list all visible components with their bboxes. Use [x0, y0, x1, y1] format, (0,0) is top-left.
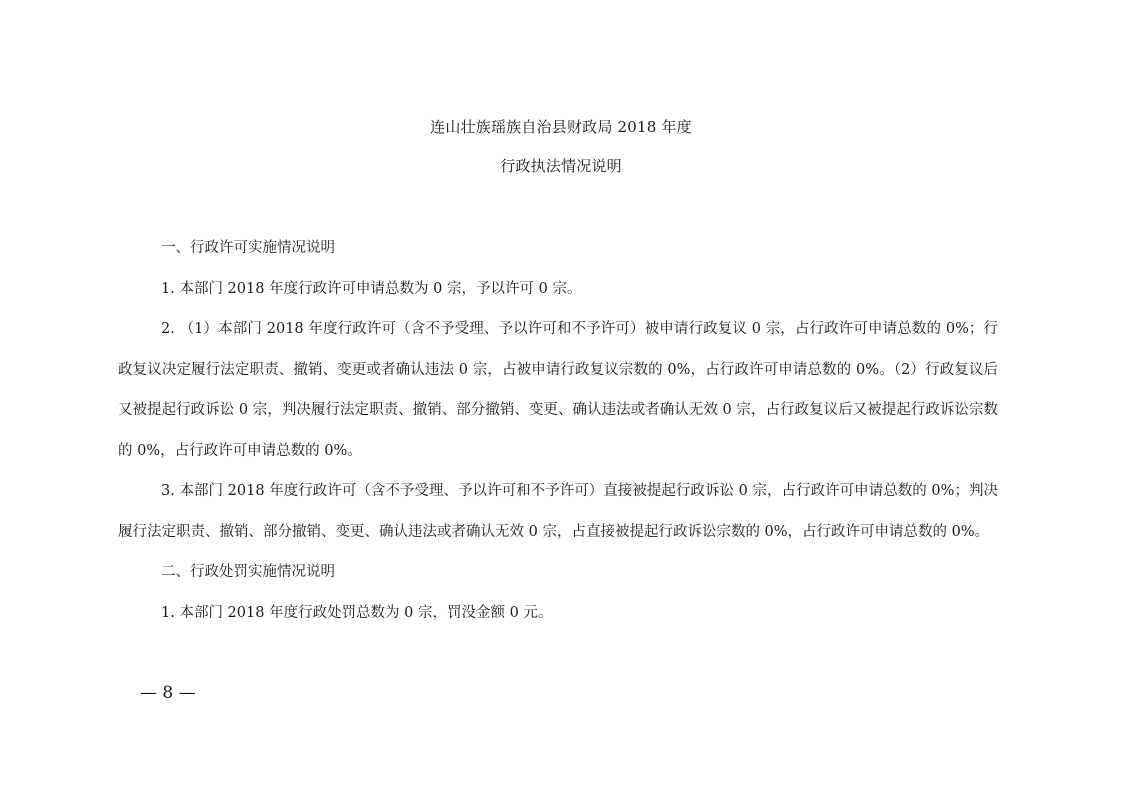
document-title: 连山壮族瑶族自治县财政局 2018 年度	[430, 118, 692, 136]
paragraph-penalty-total: 1. 本部门 2018 年度行政处罚总数为 0 宗，罚没金额 0 元。	[161, 604, 553, 621]
paragraph-license-review: 2. （1）本部门 2018 年度行政许可（含不予受理、予以许可和不予许可）被申请行政复议 0 宗，占行政许可申请总数的 0%；行政复议决定履行法定职责、撤销、变更或者确认违法 0 宗，占被申请行政复议宗数的 0%，占行政许可申请总数的 0%。（2）行政复议后又被提起行政诉讼 0 宗，判决履行法定职责、撤销、部分撤销、变更、确认违法或者确认无效 0 宗，占行政复议后又被提起行政诉讼宗数的 0%，占行政许可申请总数的 0%。	[118, 321, 998, 459]
section-heading-administrative-license: 一、行政许可实施情况说明	[161, 240, 335, 256]
document-body	[118, 228, 998, 633]
page-number: — 8 —	[140, 683, 196, 703]
document-subtitle: 行政执法情况说明	[500, 157, 622, 175]
paragraph-license-total: 1. 本部门 2018 年度行政许可申请总数为 0 宗，予以许可 0 宗。	[161, 280, 582, 297]
paragraph-license-litigation: 3. 本部门 2018 年度行政许可（含不予受理、予以许可和不予许可）直接被提起行政诉讼 0 宗，占行政许可申请总数的 0%；判决履行法定职责、撤销、部分撤销、变更、确认违法或者确认无效 0 宗，占直接被提起行政诉讼宗数的 0%，占行政许可申请总数的 0%。	[118, 483, 998, 540]
section-heading-administrative-penalty: 二、行政处罚实施情况说明	[161, 564, 335, 580]
